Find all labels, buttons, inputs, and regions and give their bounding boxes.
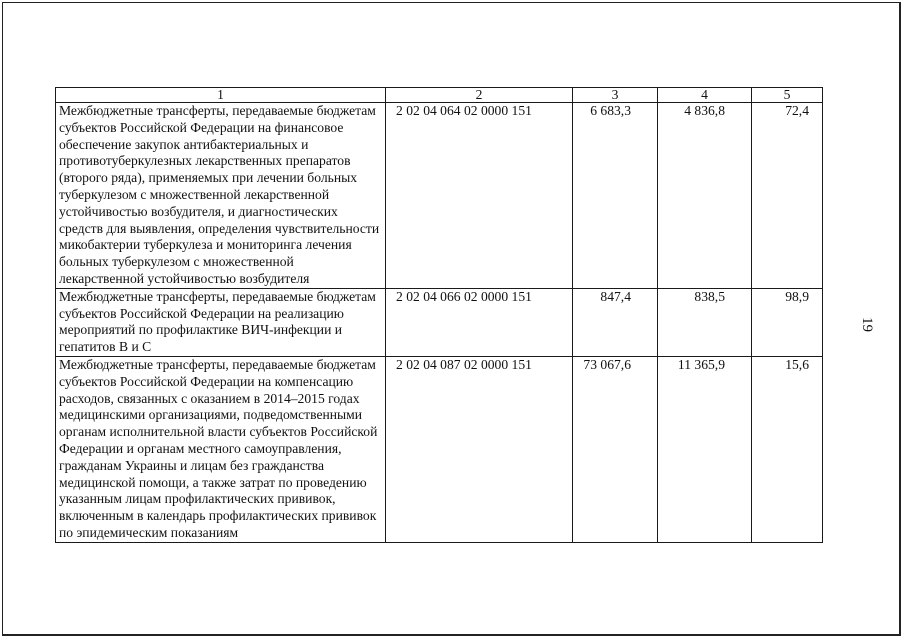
header-cell-4: 4: [658, 88, 752, 103]
row-col3-cell: 73 067,6: [573, 356, 658, 542]
row-col3-cell: 6 683,3: [573, 103, 658, 289]
row-code-cell: 2 02 04 064 02 0000 151: [386, 103, 573, 289]
table-row: [56, 103, 823, 289]
row-name-cell: Межбюджетные трансферты, передаваемые бюджетам субъектов Российской Федерации на компенсацию расходов, связанных с оказанием в 2014–2015 годах медицинскими организациями, подведомственными органам исполнительной власти субъектов Российской Федерации и органам местного самоуправления, гражданам Украины и лицам без гражданства медицинской помощи, а также затрат по проведению указанным лицам профилактических прививок, включенным в календарь профилактических прививок по эпидемическим показаниям: [56, 356, 386, 542]
budget-table: [55, 87, 823, 543]
row-col5-cell: 15,6: [752, 356, 823, 542]
header-cell-5: 5: [752, 88, 823, 103]
row-name-cell: Межбюджетные трансферты, передаваемые бюджетам субъектов Российской Федерации на финансовое обеспечение закупок антибактериальных и противотуберкулезных лекарственных препаратов (второго ряда), применяемых при лечении больных туберкулезом с множественной лекарственной устойчивостью возбудителя, и диагностических средств для выявления, определения чувствительности микобактерии туберкулеза и мониторинга лечения больных туберкулезом с множественной лекарственной устойчивостью возбудителя: [56, 103, 386, 289]
header-cell-3: 3: [573, 88, 658, 103]
row-col5-cell: 72,4: [752, 103, 823, 289]
page-number: 19: [859, 317, 875, 332]
header-cell-2: 2: [386, 88, 573, 103]
table-row: [56, 356, 823, 542]
table-header-row: [56, 88, 823, 103]
header-cell-1: 1: [56, 88, 386, 103]
row-col4-cell: 4 836,8: [658, 103, 752, 289]
row-code-cell: 2 02 04 087 02 0000 151: [386, 356, 573, 542]
row-col4-cell: 838,5: [658, 288, 752, 356]
row-col3-cell: 847,4: [573, 288, 658, 356]
row-name-cell: Межбюджетные трансферты, передаваемые бюджетам субъектов Российской Федерации на реализацию мероприятий по профилактике ВИЧ-инфекции и гепатитов В и С: [56, 288, 386, 356]
row-col4-cell: 11 365,9: [658, 356, 752, 542]
table-row: [56, 288, 823, 356]
row-col5-cell: 98,9: [752, 288, 823, 356]
row-code-cell: 2 02 04 066 02 0000 151: [386, 288, 573, 356]
